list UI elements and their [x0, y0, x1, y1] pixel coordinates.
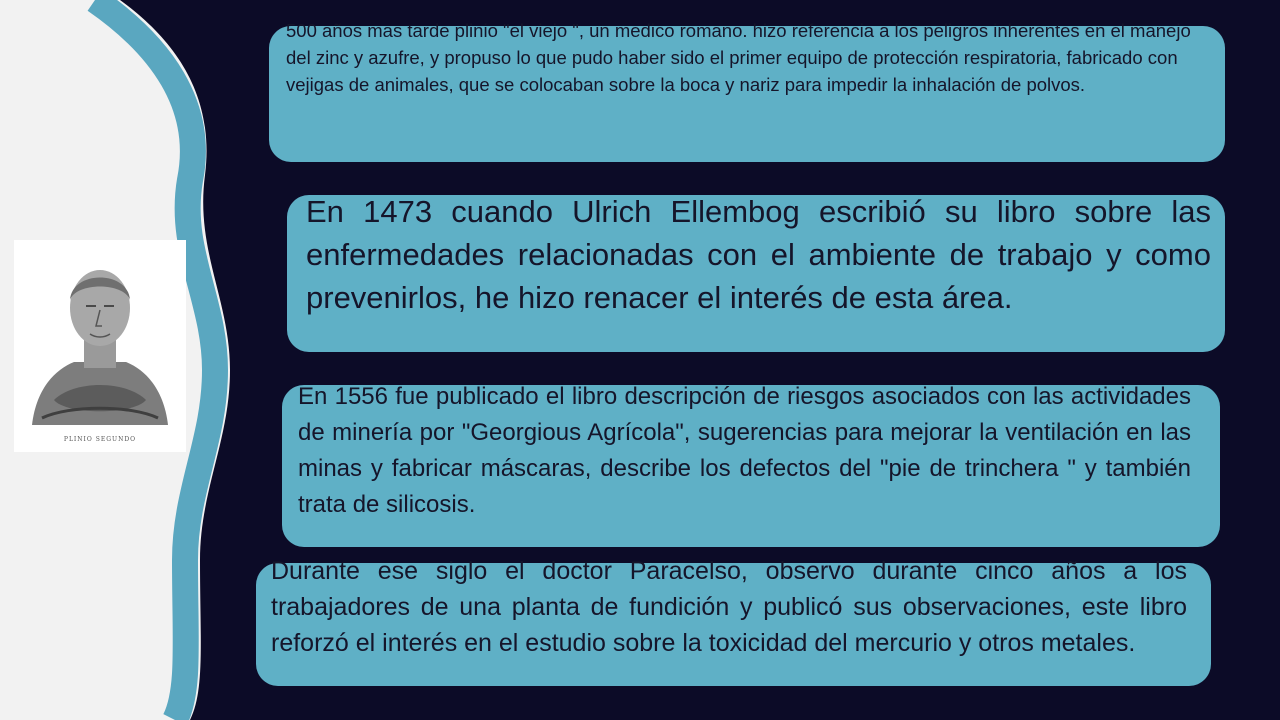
- paragraph-agricola: En 1556 fue publicado el libro descripción de riesgos asociados con las actividades de minería por "Georgious Agrícola", sugerencias para mejorar la ventilación en las minas y fabricar máscaras, describe los defectos del "pie de trinchera " y también trata de silicosis.: [298, 383, 1191, 518]
- portrait-image: [14, 240, 186, 452]
- paragraph-plinio: 500 años mas tarde plinio "el viejo ", un medico romano. hizo referencia a los peligros inherentes en el manejo del zinc y azufre, y propuso lo que pudo haber sido el primer equipo de protección respiratoria, fabricado con vejigas de animales, que se colocaban sobre la boca y nariz para impedir la inhalación de polvos.: [286, 20, 1191, 95]
- paragraph-ellembog: En 1473 cuando Ulrich Ellembog escribió su libro sobre las enfermedades relacionadas con el ambiente de trabajo y como prevenirlos, he hizo renacer el interés de esta área.: [306, 194, 1211, 315]
- paragraph-paracelso: Durante ese siglo el doctor Paracelso, observo durante cinco años a los trabajadores de una planta de fundición y publicó sus observaciones, este libro reforzó el interés en el estudio sobre la toxicidad del mercurio y otros metales.: [271, 557, 1187, 657]
- portrait-caption: PLINIO SEGUNDO: [63, 436, 137, 443]
